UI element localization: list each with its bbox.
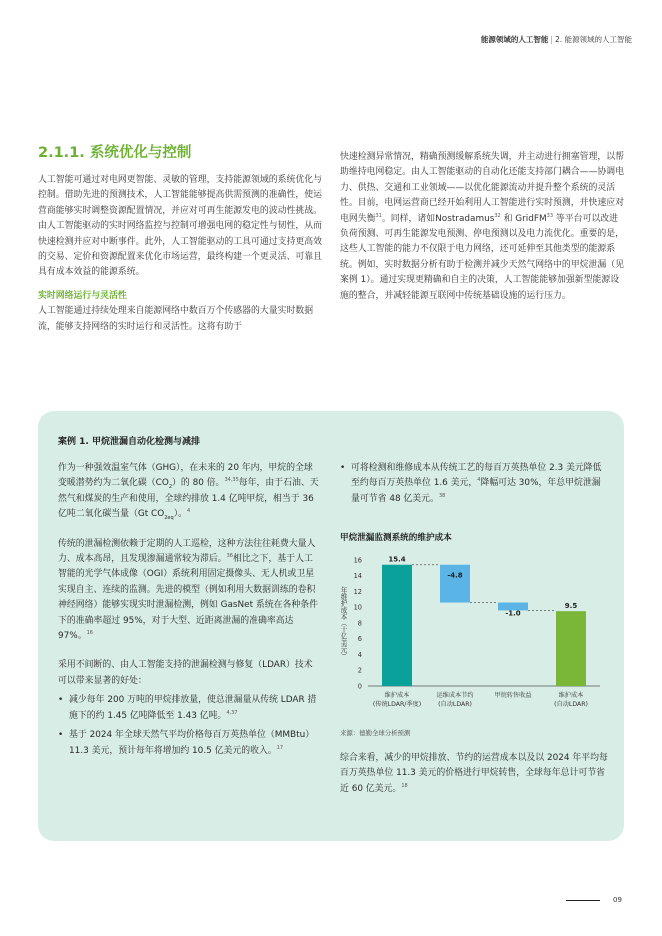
chart-title: 甲烷泄漏监测系统的维护成本 [340, 533, 452, 543]
subheading-realtime: 实时网络运行与灵活性 [38, 290, 127, 301]
benefit-list-continued [340, 461, 606, 507]
case-paragraph-3: 采用不间断的、由人工智能支持的泄漏检测与修复（LDAR）技术可以带来显著的好处： [58, 660, 313, 686]
footnote-ref[interactable]: 32 [494, 212, 501, 219]
benefit-list [58, 693, 321, 759]
footnote-ref[interactable]: 4,37 [226, 709, 238, 716]
footer-rule [566, 900, 600, 901]
footnote-ref[interactable]: 17 [276, 744, 284, 751]
case-left-column [58, 461, 321, 759]
footnote-ref[interactable]: 36 [226, 553, 233, 560]
y-axis-label: 年维护成本（十亿美元） [339, 586, 347, 660]
running-header [481, 34, 632, 45]
x-tick-label: 维护成本 [384, 692, 410, 699]
data-label: 9.5 [564, 602, 578, 611]
benefit-item: • 减少每年 200 万吨的甲烷排放量，使总泄漏量从传统 LDAR 措施下的约 1.45 亿吨降低至 1.43 亿吨。$^{4,37}$ [58, 693, 321, 724]
y-tick-label: 16 [353, 556, 362, 565]
header-chapter: 2. 能源领域的人工智能 [554, 35, 632, 44]
y-tick-label: 12 [353, 587, 362, 596]
maintenance-cost-chart [338, 548, 608, 720]
benefit-item: • 基于 2024 年全球天然气平均价格每百万英热单位（MMBtu）11.3 美元，预计每年将增加约 10.5 亿美元的收入。$^{17}$ [58, 728, 321, 759]
case-paragraph-1: 作为一种强效温室气体（GHG），在未来的 20 年内，甲烷的全球变暖潜势约为二氧化碳$(CO_2)$的 80 倍。$^{34,35}$每年，由于石油、天然气和煤炭的生产和使用，全球约排放 1.4 亿吨甲烷，相当于 36 亿吨二氧化碳当量（Gt $CO_{2eq}$）。$^4$ [58, 463, 319, 521]
data-label: -4.8 [447, 571, 463, 580]
x-tick-label: 维护成本 [558, 692, 584, 699]
footnote-ref[interactable]: 4 [477, 477, 481, 484]
waterfall-bar [556, 611, 586, 686]
y-tick-label: 6 [357, 635, 362, 644]
waterfall-bar [382, 565, 412, 686]
footnote-ref[interactable]: 31 [375, 212, 382, 219]
y-tick-label: 14 [353, 572, 362, 581]
x-tick-label: 运维成本节约 [436, 692, 474, 699]
realtime-paragraph: 人工智能通过持续处理来自能源网络中数百万个传感器的大量实时数据流，能够支持网络的实时运行和灵活性。这将有助于 [38, 306, 314, 332]
y-tick-label: 0 [357, 682, 362, 691]
data-label: -1.0 [505, 609, 521, 618]
footnote-ref[interactable]: 38 [438, 492, 446, 499]
y-tick-label: 8 [357, 619, 362, 628]
footnote-ref[interactable]: 16 [86, 630, 93, 637]
footnote-ref[interactable]: 4 [187, 508, 191, 515]
waterfall-bar [440, 565, 470, 603]
footnote-ref[interactable]: 34,35 [224, 477, 239, 484]
x-tick-label: (自动LDAR) [554, 701, 588, 708]
data-label: 15.4 [388, 555, 406, 564]
footnote-ref[interactable]: 18 [401, 782, 408, 789]
intro-paragraph: 人工智能可通过对电网更智能、灵敏的管理，支持能源领域的系统优化与控制。借助先进的预测技术，人工智能能够提高供需预测的准确性，使运营商能够实时调整资源配置情况，并应对可再生能源发电的波动性挑战。由人工智能驱动的实时网络监控与控制可增强电网的稳定性与韧性，从而快速检测并应对中断事件。此外，人工智能驱动的工具可通过支持更高效的交易、定价和资源配置来优化市场运营，最终构建一个更灵活、可靠且具有成本效益的能源系统。 [38, 175, 322, 278]
header-separator: | [550, 35, 553, 44]
x-tick-label: 甲烷转售收益 [494, 692, 532, 699]
left-column [38, 173, 324, 335]
page-number: 09 [613, 896, 622, 904]
case-right-column [340, 461, 606, 507]
case-paragraph-2: 传统的泄漏检测依赖于定期的人工巡检，这种方法往往耗费大量人力、成本高昂，且发现渗漏通常较为滞后。$^{36}$相比之下，基于人工智能的光学气体成像（OGI）系统利用固定摄像头、无人机或卫星实现自主、连续的监测。先进的模型（例如利用大数据训练的卷积神经网络）能够实现实时泄漏检测，例如 GasNet 系统在各种条件下的准确率超过 95%，对于大型、近距离泄漏的准确率高达 97%。$^{16}$ [58, 538, 319, 642]
right-paragraph: 快速检测异常情况，精确预测缓解系统失调，并主动进行拥塞管理，以帮助维持电网稳定。由人工智能驱动的自动化还能支持部门耦合——协调电力、供热、交通和工业领域——以优化能源流动并提升整个系统的灵活性。目前，电网运营商已经开始利用人工智能进行实时预测，并快速应对电网失衡$^{31}$。同样，诸如Nostradamus$^{32}$ 和 GridFM$^{33}$ 等平台可以改进负荷预测、可再生能源发电预测、停电预测以及电力流优化。重要的是，这些人工智能的能力不仅限于电力网络，还可延伸至其他类型的能源系统。例如，实时数据分析有助于检测并减少天然气网络中的甲烷泄漏（见案例 1）。通过实现更精确和自主的决策，人工智能能够加强新型能源设施的整合，并减轻能源互联网中传统基础设施的运行压力。 [340, 152, 624, 301]
header-section: 能源领域的人工智能 [480, 35, 549, 44]
footnote-ref[interactable]: 33 [546, 212, 554, 219]
y-tick-label: 10 [353, 603, 362, 612]
x-tick-label: (传统LDAR/季度) [372, 701, 422, 708]
section-title: 2.1.1. 系统优化与控制 [38, 145, 192, 161]
case-study-title: 案例 1. 甲烷泄漏自动化检测与减排 [58, 437, 200, 447]
benefit-item: • 可将检测和维修成本从传统工艺的每百万英热单位 2.3 美元降低至约每百万英热单位 1.6 美元，$^4$降幅可达 30%，年总甲烷泄漏量可节省 48 亿美元。$^{38}$ [340, 461, 606, 507]
right-column [340, 150, 624, 304]
case-conclusion: 综合来看，减少的甲烷排放、节约的运营成本以及以 2024 年平均每百万英热单位 11.3 美元的价格进行甲烷转售，全球每年总计可节省近 60 亿美元。$^{18}$ [340, 753, 608, 794]
y-tick-label: 2 [357, 666, 362, 675]
chart-source: 来源：德勤全球分析预测 [340, 729, 411, 737]
y-tick-label: 4 [357, 650, 362, 659]
x-tick-label: (自动LDAR) [438, 701, 472, 708]
